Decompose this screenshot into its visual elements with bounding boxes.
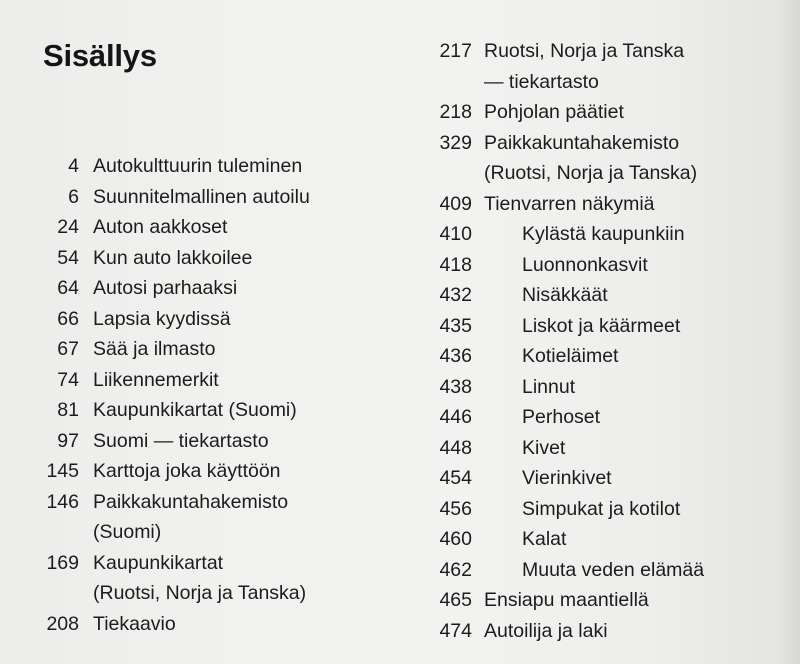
toc-entry-line: Autosi parhaaksi [93,277,238,299]
toc-page-number: 409 [439,192,472,215]
toc-entry-line: Kylästä kaupunkiin [522,223,685,245]
toc-entry-title [484,524,566,555]
toc-entry [0,365,400,396]
toc-entry [400,280,800,311]
toc-page-number: 454 [439,467,472,489]
toc-entry-title [93,456,281,487]
toc-entry [0,243,400,274]
toc-page-number: 146 [46,490,79,513]
toc-entry [400,555,800,586]
toc-page-number: 97 [57,429,79,452]
toc-entry-line: Simpukat ja kotilot [522,497,681,520]
toc-entry [400,311,800,342]
toc-entry [0,426,400,457]
toc-entry [0,548,400,609]
toc-entry [400,219,800,250]
toc-entry [400,128,800,189]
toc-page-number: 81 [57,399,79,421]
toc-page-number: 217 [439,40,472,62]
toc-entry-line: (Ruotsi, Norja ja Tanska) [484,162,698,184]
toc-entry-line: Kun auto lakkoilee [93,246,253,269]
toc-entry-title [93,548,306,609]
toc-entry-line: Karttoja joka käyttöön [93,460,281,482]
toc-entry-title [484,280,608,311]
toc-entry [0,456,400,487]
toc-page-number: 462 [439,558,472,581]
toc-entry-line: Kalat [522,528,567,550]
toc-page-number: 456 [439,497,472,520]
toc-entry-title [484,616,608,647]
toc-page-number: 474 [439,619,472,642]
toc-entry [400,524,800,555]
toc-entry-line: Liskot ja käärmeet [522,314,681,337]
toc-entry-line: Vierinkivet [522,467,612,489]
toc-entry [400,494,800,525]
toc-entry [400,616,800,647]
toc-entry-title [484,585,649,616]
toc-entry [0,273,400,304]
toc-entry [0,304,400,335]
toc-entry-line: Paikkakuntahakemisto [484,131,680,154]
toc-entry-title [93,304,231,335]
toc-entry-line: (Suomi) [93,521,162,543]
toc-page-number: 448 [439,436,472,459]
toc-entry-line: Muuta veden elämää [522,558,705,581]
toc-entry-title [93,182,310,213]
toc-entry-line: Suunnitelmallinen autoilu [93,185,310,208]
toc-entry-line: Pohjolan päätiet [484,101,624,123]
toc-entry [400,372,800,403]
toc-entry-line: Linnut [522,375,576,398]
toc-entry-title [93,334,215,365]
toc-entry-title [484,463,612,494]
toc-page-number: 208 [46,612,79,635]
toc-entry-line: Tiekaavio [93,612,176,635]
toc-page-number: 410 [439,223,472,245]
toc-entry-title [484,341,618,372]
toc-page-number: 145 [46,460,79,482]
toc-entry-line: — tiekartasto [484,70,599,93]
toc-page-number: 218 [439,101,472,123]
toc-entry-title [484,97,624,128]
toc-page-number: 64 [57,277,79,299]
toc-page-number: 24 [57,216,79,238]
toc-entry-title [484,128,697,189]
toc-entry [400,97,800,128]
toc-entry-line: Liikennemerkit [93,368,219,391]
toc-entry [0,182,400,213]
page-title: Sisällys [43,38,157,73]
toc-entry [0,395,400,426]
toc-entry-title [484,36,684,97]
toc-entry [0,212,400,243]
toc-entry [0,609,400,640]
toc-entry-title [484,372,575,403]
toc-entry [400,433,800,464]
toc-entry-title [484,250,648,281]
toc-entry-title [484,189,655,220]
toc-page-number: 435 [439,314,472,337]
toc-entry-line: Auton aakkoset [93,216,228,238]
toc-page-number: 438 [439,375,472,398]
toc-page-number: 329 [439,131,472,154]
toc-entry-line: (Ruotsi, Norja ja Tanska) [93,582,307,604]
toc-page-number: 54 [57,246,79,269]
page-edge-shadow [778,0,800,664]
toc-entry-line: Ruotsi, Norja ja Tanska [484,40,685,62]
toc-entry-line: Kivet [522,436,566,459]
toc-entry-line: Kaupunkikartat [93,551,224,574]
toc-page-number: 436 [439,345,472,367]
toc-entry-title [93,212,227,243]
toc-entry-title [93,273,237,304]
toc-entry-title [484,311,680,342]
toc-entry-line: Paikkakuntahakemisto [93,490,289,513]
toc-entry-title [484,555,704,586]
toc-page-number: 460 [439,528,472,550]
toc-entry-line: Suomi — tiekartasto [93,429,269,452]
toc-entry-title [93,365,219,396]
toc-entry [0,487,400,548]
toc-entry [400,585,800,616]
toc-entry-title [93,609,176,640]
toc-entry [0,151,400,182]
toc-page-number: 74 [57,368,79,391]
toc-entry [0,334,400,365]
toc-entry-line: Sää ja ilmasto [93,338,216,360]
toc-page-number: 67 [57,338,79,360]
toc-entry-title [93,395,297,426]
toc-entry [400,341,800,372]
toc-entry-title [484,402,600,433]
toc-entry [400,250,800,281]
toc-page-number: 4 [68,155,79,177]
toc-entry-title [93,151,302,182]
toc-page-number: 465 [439,589,472,611]
toc-column-right [400,36,800,646]
toc-page-number: 6 [68,185,79,208]
toc-page-number: 432 [439,284,472,306]
toc-entry-title [484,433,565,464]
toc-entry [400,402,800,433]
toc-entry-line: Perhoset [522,406,601,428]
toc-entry-title [484,219,685,250]
toc-column-left [0,151,400,639]
toc-entry-line: Ensiapu maantiellä [484,589,649,611]
toc-entry [400,189,800,220]
toc-entry-title [93,243,252,274]
toc-entry [400,463,800,494]
toc-entry-line: Tienvarren näkymiä [484,192,655,215]
toc-entry-line: Kotieläimet [522,345,619,367]
toc-page-number: 66 [57,307,79,330]
toc-entry-title [484,494,680,525]
toc-entry-title [93,487,288,548]
toc-entry-title [93,426,269,457]
toc-entry-line: Kaupunkikartat (Suomi) [93,399,297,421]
toc-entry-line: Autokulttuurin tuleminen [93,155,303,177]
toc-page-number: 169 [46,551,79,574]
toc-entry-line: Lapsia kyydissä [93,307,231,330]
toc-entry-line: Luonnonkasvit [522,253,648,276]
toc-page-number: 446 [439,406,472,428]
toc-entry-line: Nisäkkäät [522,284,608,306]
toc-entry-line: Autoilija ja laki [484,619,608,642]
toc-page-number: 418 [439,253,472,276]
toc-entry [400,36,800,97]
